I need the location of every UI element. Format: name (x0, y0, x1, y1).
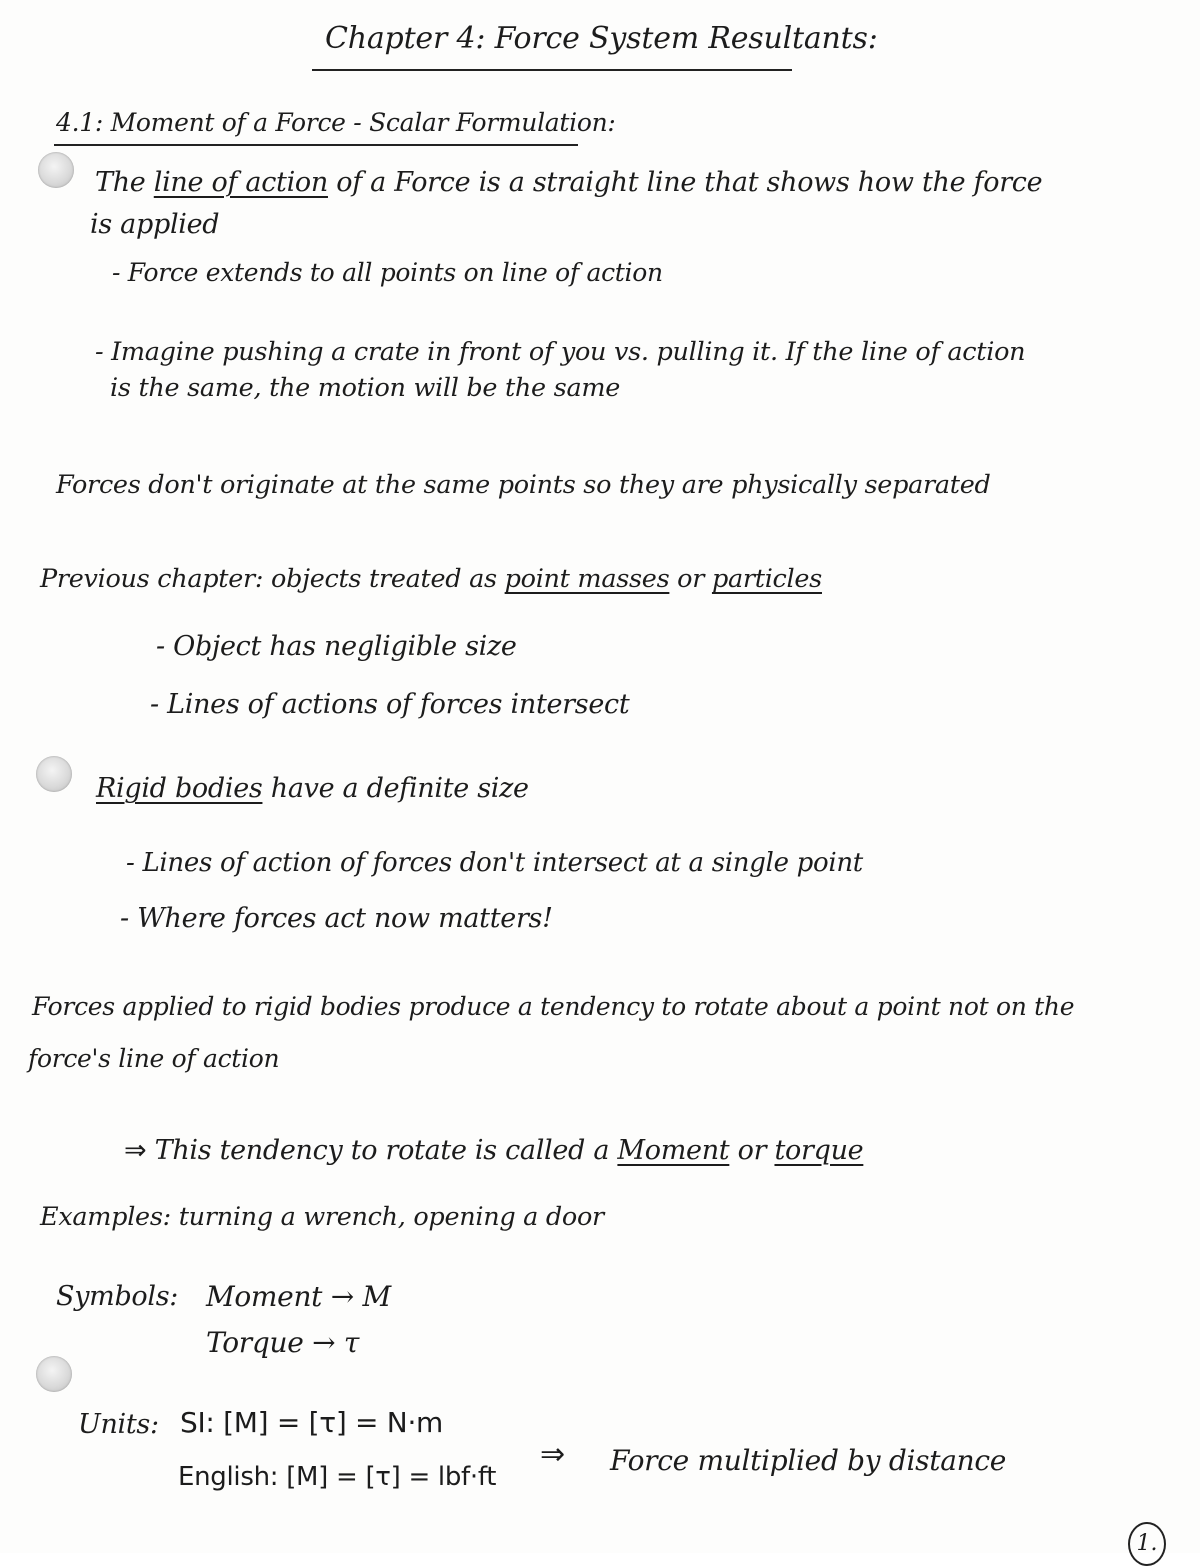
term-torque: torque (774, 1135, 864, 1166)
bullet-where-forces-act: - Where forces act now matters! (120, 903, 553, 934)
text-fragment: have a definite size (262, 773, 529, 804)
symbols-label: Symbols: (56, 1281, 179, 1312)
hole-punch-middle (36, 756, 72, 792)
implies-arrow-icon: ⇒ (124, 1135, 147, 1166)
symbol-torque: Torque → τ (206, 1326, 360, 1359)
bullet-force-extends: - Force extends to all points on line of action (112, 258, 663, 287)
hole-punch-bottom (36, 1356, 72, 1392)
forces-separated-note: Forces don't originate at the same points so they are physically separated (56, 470, 991, 500)
term-point-masses: point masses (504, 564, 670, 594)
section-underline (54, 144, 578, 146)
forces-applied-note-cont: force's line of action (28, 1044, 280, 1073)
text-fragment: or (669, 564, 712, 594)
moment-definition (124, 1134, 863, 1168)
section-heading: 4.1: Moment of a Force - Scalar Formulation: (56, 108, 616, 137)
examples-note: Examples: turning a wrench, opening a door (40, 1202, 604, 1232)
term-particles: particles (711, 564, 822, 594)
forces-applied-note: Forces applied to rigid bodies produce a tendency to rotate about a point not on the (32, 992, 1075, 1021)
units-implies-arrow-icon: ⇒ (540, 1437, 565, 1472)
term-line-of-action: line of action (153, 167, 328, 198)
units-note: Force multiplied by distance (610, 1444, 1006, 1477)
bullet-lines-dont-intersect: - Lines of action of forces don't intersect at a single point (126, 848, 863, 878)
term-moment: Moment (617, 1135, 730, 1166)
text-fragment: This tendency to rotate is called a (146, 1135, 618, 1166)
line-of-action-definition-cont: is applied (90, 209, 220, 240)
chapter-title: Chapter 4: Force System Resultants: (325, 21, 878, 56)
bullet-negligible-size: - Object has negligible size (156, 631, 517, 662)
page-number: 1. (1128, 1522, 1166, 1566)
bullet-crate-example-cont: is the same, the motion will be the same (110, 373, 621, 403)
hole-punch-top (38, 152, 74, 188)
term-rigid-bodies: Rigid bodies (96, 773, 263, 804)
previous-chapter-note (40, 562, 822, 596)
title-underline (312, 69, 792, 71)
symbol-moment: Moment → M (206, 1280, 391, 1313)
text-fragment: of a Force is a straight line that shows how the force (327, 167, 1043, 198)
bullet-lines-intersect: - Lines of actions of forces intersect (150, 689, 630, 720)
units-english: English: [M] = [τ] = lbf·ft (178, 1462, 497, 1492)
text-fragment: or (729, 1135, 775, 1166)
text-fragment: Previous chapter: objects treated as (40, 564, 505, 594)
text-fragment: The (95, 167, 154, 198)
units-si: SI: [M] = [τ] = N·m (180, 1406, 444, 1439)
units-label: Units: (78, 1409, 159, 1440)
rigid-bodies-note (96, 772, 529, 806)
line-of-action-definition (95, 166, 1042, 200)
bullet-crate-example: - Imagine pushing a crate in front of you vs. pulling it. If the line of action (95, 337, 1026, 367)
